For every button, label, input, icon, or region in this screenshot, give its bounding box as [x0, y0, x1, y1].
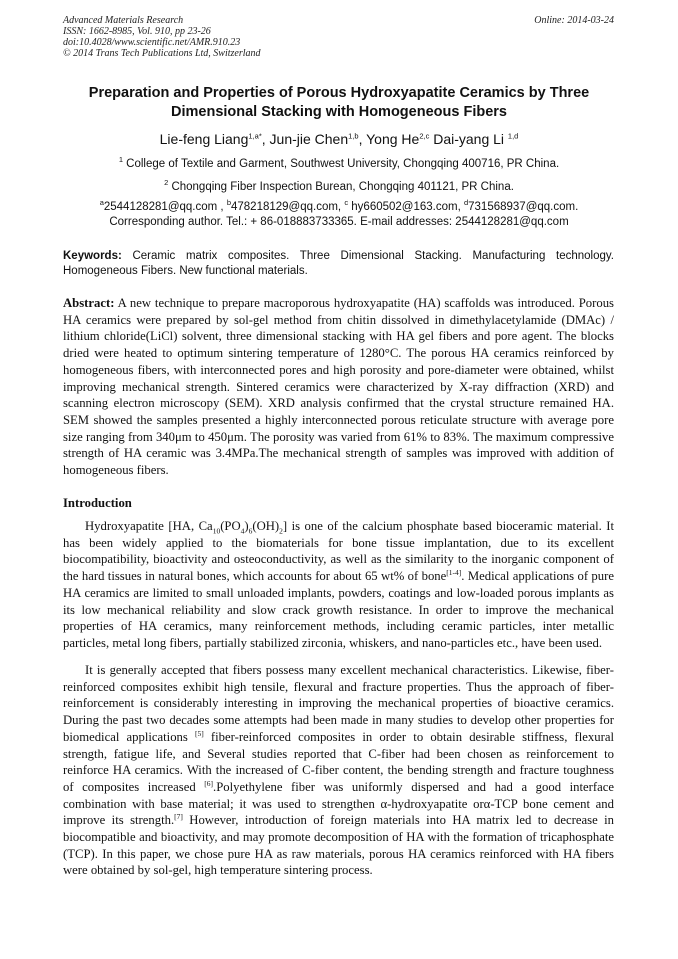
intro-paragraph-1 — [63, 518, 614, 652]
citation-ref: [1-4] — [446, 567, 462, 577]
text-run: It is generally accepted that fibers possess many excellent mechanical characteristics. Likewise, fiber-reinforced composites exhibit high tensile, flexural and fracture properties. Thus the approach of fiber-reinforcement is considerably interesting in improving the mechanical properties of bioactive ceramics. During the past two decades some attempts had been made in many studies to develop other properties for biomedical applications — [63, 663, 614, 744]
citation-ref: [5] — [195, 728, 204, 738]
affiliation-1 — [40, 157, 638, 172]
author-list: Lie-feng Liang$^{1,a*}$, Jun-jie Chen$^{1,b}$, Yong He$^{2,c}$ Dai-yang Li $^{1,d}$ — [159, 131, 519, 147]
title-line-1: Preparation and Properties of Porous Hydroxyapatite Ceramics by Three — [88, 85, 590, 101]
issn-line: ISSN: 1662-8985, Vol. 910, pp 23-26 — [63, 26, 211, 37]
email-sup: c — [344, 198, 349, 208]
corresponding-author: Corresponding author. Tel.: + 86-018883733365. E-mail addresses: 2544128281@qq.com — [109, 216, 569, 228]
text-run: Hydroxyapatite [HA, Ca — [85, 519, 213, 533]
abstract-label: Abstract: — [63, 296, 115, 310]
abstract-text: A new technique to prepare macroporous hydroxyapatite (HA) scaffolds was introduced. Porous HA ceramics were prepared by sol-gel method from chitin dissolved in dimethylacetylamide (DMAc) / lithium chloride(LiCl) solvent, three dimensional stacking with HA gel fibers and pore agent. The blocks dried were heated to optimum sintering temperature of 1280°C. The porous HA ceramics reinforced by homogeneous fibers, with interconnected pores and high porosity and pore-diameter were obtained, whilst improving mechanical strength. Sintered ceramics were characterized by X-ray diffraction (XRD) and scanning electron microscopy (SEM). XRD analysis confirmed that the crystal structure remained HA. SEM showed the samples presented a highly interconnected porous reticulate structure with average pore size ranging from 340μm to 450μm. The porosity was varied from 61% to 83%. The maximum compressive strength of HA ceramic was 3.4MPa.The mechanical strength of samples was improved with addition of homogeneous fibers. — [63, 296, 614, 478]
author-name: Dai-yang Li — [433, 131, 508, 147]
author-name: Jun-jie Chen — [269, 131, 349, 147]
keywords-section — [63, 249, 614, 278]
affil-sup: 2 — [164, 178, 169, 188]
journal-header — [63, 15, 261, 59]
author-name: Yong He — [366, 131, 420, 147]
affil-text: Chongqing Fiber Inspection Burean, Chongqing 401121, PR China. — [168, 181, 514, 193]
email-a: 2544128281@qq.com , — [103, 201, 227, 213]
author-affil-sup: 2,c — [419, 131, 430, 141]
text-run: fiber-reinforced composites in order to obtain desirable stiffness, flexural strength, fatigue life, and Several studies reported that C-fiber had been chosen as reinforcement to reinforce HA ceramics. With the increased of C-fiber content, the bending strength and fracture toughness of composites increased — [63, 729, 614, 794]
email-c: hy660502@163.com, — [348, 201, 464, 213]
citation-ref: [7] — [174, 812, 183, 822]
introduction-heading: Introduction — [63, 496, 132, 510]
citation-ref: [6] — [204, 778, 214, 788]
intro-paragraph-2 — [63, 662, 614, 879]
email-b: 478218129@qq.com, — [230, 201, 345, 213]
text-run: However, introduction of foreign materials into HA matrix led to decrease in biocompatible and bioactivity, and may promote decomposition of HA with the formation of tricaphosphate (TCP). In this paper, we chose pure HA as raw materials, porous HA ceramics reinforced with HA fibers were obtained by sol-gel, high temperature sintering process. — [63, 813, 614, 878]
keywords-text: Ceramic matrix composites. Three Dimensional Stacking. Manufacturing technology. Homogeneous Fibers. New functional materials. — [63, 250, 614, 277]
text-run: . Medical applications of pure HA ceramics are limited to small unloaded implants, powders, coatings and low-loaded porous implants as its low mechanical reliability and slow crack growth resistance. In order to improve the mechanical properties of HA ceramics, many reinforcement methods, including ceramic particles, inter metallic particles, metal long fibers, partially stabilized zirconia, whiskers, and nano-particles etc., have been used. — [63, 569, 614, 650]
subscript: 4 — [240, 526, 245, 536]
author-affil-sup: 1,a* — [248, 131, 262, 141]
email-sup: b — [226, 198, 231, 208]
text-run: (OH) — [252, 519, 280, 533]
text-run: .Polyethylene fiber was uniformly dispersed and had a good interface combination with base material; it was used to strengthen α-hydroxyapatite orα-TCP bone cement and improve its strength. — [63, 779, 614, 828]
subscript: 6 — [248, 526, 253, 536]
affiliation-2 — [40, 180, 638, 195]
paper-title — [40, 84, 638, 122]
text-run: ) — [244, 519, 249, 533]
subscript: 10 — [212, 526, 221, 536]
email-sup: d — [463, 198, 469, 208]
author-affil-sup: 1,d — [507, 131, 519, 141]
keywords-label: Keywords: — [63, 250, 122, 262]
text-run: (PO — [220, 519, 241, 533]
journal-name: Advanced Materials Research — [63, 15, 184, 26]
text-run: ] is one of the calcium phosphate based bioceramic material. It has been widely applied to the biomaterials for bone tissue implantation, due to its excellent biocompatibility, bioactivity and osteoconductivity, as well as the similarity to the inorganic component of the hard tissues in natural bones, which accounts for about 65 wt% of bone — [63, 519, 614, 584]
email-sup: a — [99, 198, 104, 208]
author-affil-sup: 1,b — [348, 131, 359, 141]
email-d: 731568937@qq.com. — [468, 201, 579, 213]
online-date: Online: 2014-03-24 — [534, 15, 614, 26]
title-line-2: Dimensional Stacking with Homogeneous Fibers — [171, 104, 507, 120]
abstract-section — [63, 295, 614, 479]
doi-line: doi:10.4028/www.scientific.net/AMR.910.23 — [63, 37, 241, 48]
author-name: Lie-feng Liang — [159, 131, 249, 147]
affil-sup: 1 — [118, 155, 123, 165]
copyright-line: © 2014 Trans Tech Publications Ltd, Switzerland — [63, 48, 261, 59]
subscript: 2 — [279, 526, 283, 536]
email-line — [40, 200, 638, 215]
email-block — [40, 200, 638, 230]
affil-text: College of Textile and Garment, Southwest University, Chongqing 400716, PR China. — [122, 158, 560, 170]
